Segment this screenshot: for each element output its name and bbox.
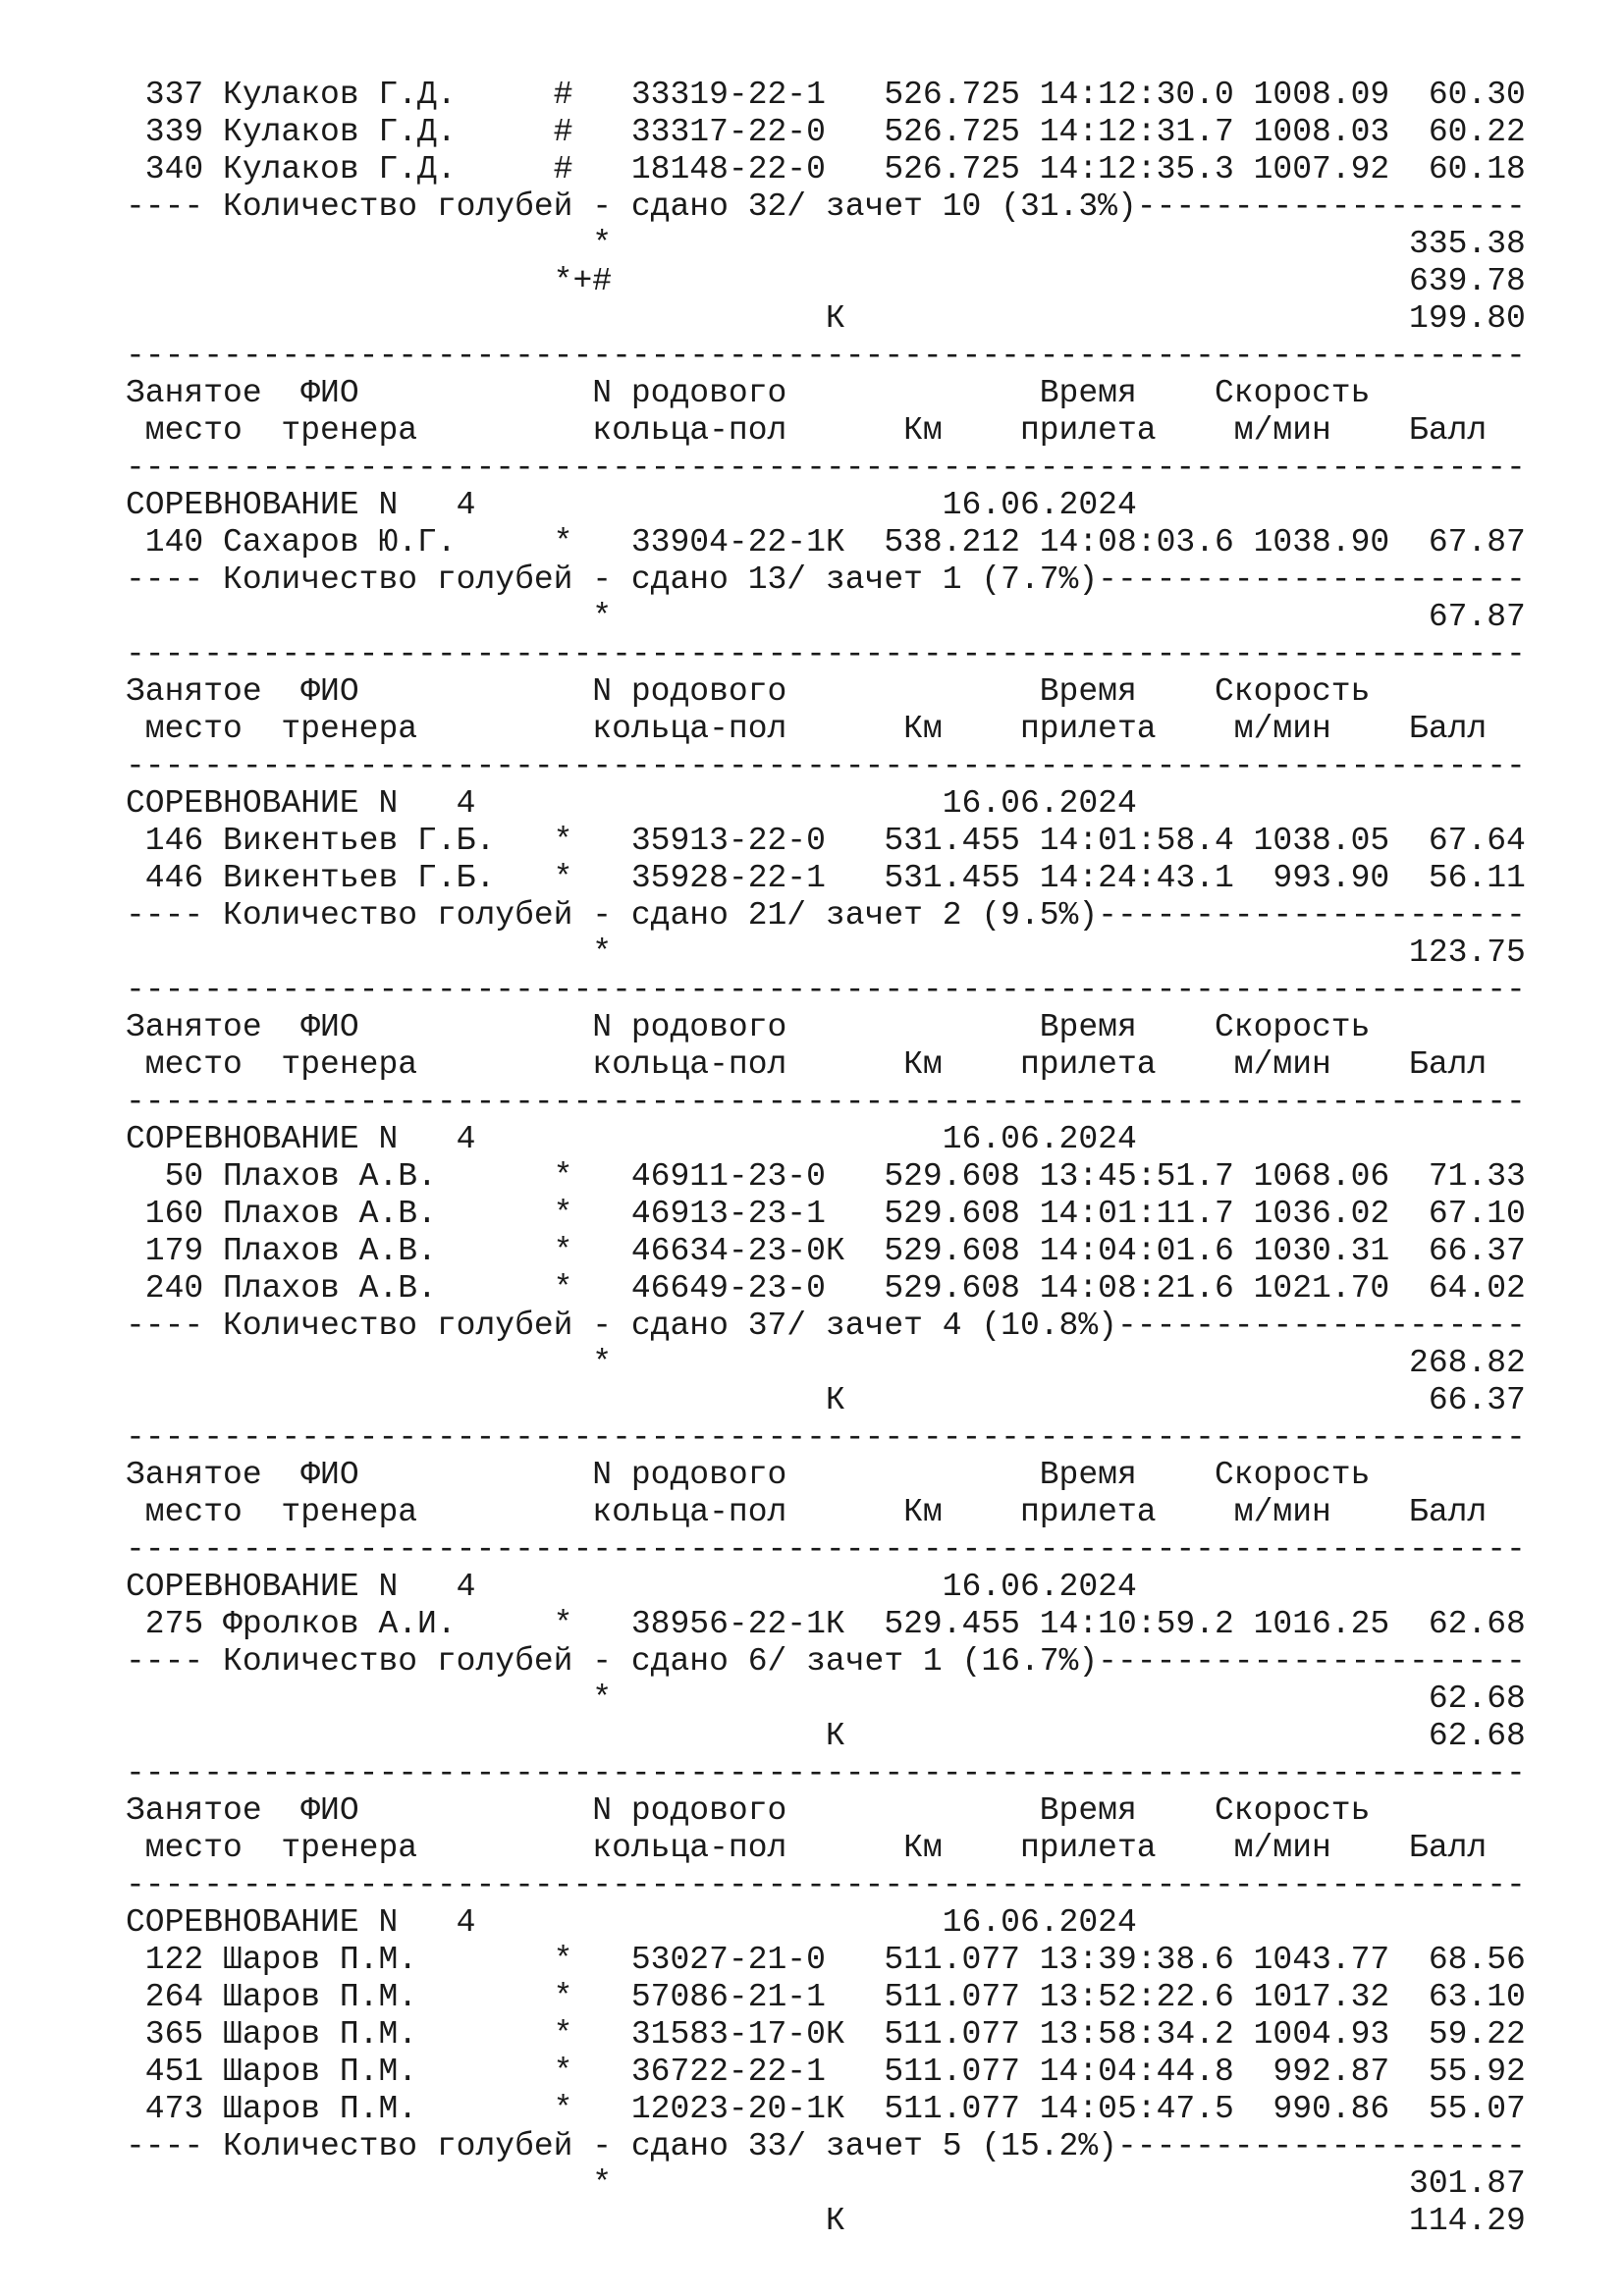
printout-line: К 62.68	[126, 1718, 1526, 1754]
printout-line: ------------------------------------------------------------------------	[126, 748, 1526, 784]
printout-line: Занятое ФИО N родового Время Скорость	[126, 1457, 1371, 1493]
printout-line: ---- Количество голубей - сдано 33/ зачет 5 (15.2%)---------------------	[126, 2128, 1526, 2164]
printout-line: ------------------------------------------------------------------------	[126, 450, 1526, 486]
printout-line: Занятое ФИО N родового Время Скорость	[126, 673, 1371, 710]
printout-line: ---- Количество голубей - сдано 32/ зачет 10 (31.3%)--------------------	[126, 188, 1526, 225]
printout-line: ------------------------------------------------------------------------	[126, 1867, 1526, 1903]
printout-line: СОРЕВНОВАНИЕ N 4 16.06.2024	[126, 785, 1137, 822]
printout-line: ---- Количество голубей - сдано 37/ зачет 4 (10.8%)---------------------	[126, 1308, 1526, 1344]
printout-line: СОРЕВНОВАНИЕ N 4 16.06.2024	[126, 1569, 1137, 1605]
printout-line: * 268.82	[126, 1345, 1526, 1381]
printout-line: место тренера кольца-пол Км прилета м/мин Балл	[126, 412, 1488, 449]
printout-line: 446 Викентьев Г.Б. * 35928-22-1 531.455 14:24:43.1 993.90 56.11	[126, 860, 1526, 896]
printout-line: 451 Шаров П.М. * 36722-22-1 511.077 14:04:44.8 992.87 55.92	[126, 2054, 1526, 2090]
printout-line: * 335.38	[126, 226, 1526, 262]
printout-line: 339 Кулаков Г.Д. # 33317-22-0 526.725 14:12:31.7 1008.03 60.22	[126, 114, 1526, 150]
printout-line: *+# 639.78	[126, 263, 1526, 299]
printout-line: 337 Кулаков Г.Д. # 33319-22-1 526.725 14:12:30.0 1008.09 60.30	[126, 77, 1526, 113]
printout-line: ------------------------------------------------------------------------	[126, 636, 1526, 672]
printout-line: место тренера кольца-пол Км прилета м/мин Балл	[126, 711, 1488, 747]
printout-line: * 301.87	[126, 2165, 1526, 2202]
printout-line: 146 Викентьев Г.Б. * 35913-22-0 531.455 14:01:58.4 1038.05 67.64	[126, 823, 1526, 859]
printout-line: место тренера кольца-пол Км прилета м/мин Балл	[126, 1494, 1488, 1530]
printout-line: ------------------------------------------------------------------------	[126, 972, 1526, 1008]
printout-line: ---- Количество голубей - сдано 13/ зачет 1 (7.7%)----------------------	[126, 561, 1526, 598]
printout-line: К 114.29	[126, 2203, 1526, 2239]
printout-line: место тренера кольца-пол Км прилета м/мин Балл	[126, 1830, 1488, 1866]
printout-line: ---- Количество голубей - сдано 6/ зачет 1 (16.7%)----------------------	[126, 1643, 1526, 1680]
printout-line: * 67.87	[126, 599, 1526, 635]
printout-line: К 199.80	[126, 300, 1526, 337]
printout-line: ---- Количество голубей - сдано 21/ зачет 2 (9.5%)----------------------	[126, 897, 1526, 934]
printout-line: СОРЕВНОВАНИЕ N 4 16.06.2024	[126, 487, 1137, 523]
printout-line: 365 Шаров П.М. * 31583-17-0К 511.077 13:58:34.2 1004.93 59.22	[126, 2016, 1526, 2053]
printout-line: ------------------------------------------------------------------------	[126, 1084, 1526, 1120]
printout-line: Занятое ФИО N родового Время Скорость	[126, 1792, 1371, 1829]
printout-line: ------------------------------------------------------------------------	[126, 338, 1526, 374]
printout-line: место тренера кольца-пол Км прилета м/мин Балл	[126, 1046, 1488, 1083]
printout-line: 122 Шаров П.М. * 53027-21-0 511.077 13:39:38.6 1043.77 68.56	[126, 1942, 1526, 1978]
printout-line: СОРЕВНОВАНИЕ N 4 16.06.2024	[126, 1904, 1137, 1941]
printout-line: 160 Плахов А.В. * 46913-23-1 529.608 14:01:11.7 1036.02 67.10	[126, 1196, 1526, 1232]
printout-line: 275 Фролков А.И. * 38956-22-1К 529.455 14:10:59.2 1016.25 62.68	[126, 1606, 1526, 1642]
printout-line: СОРЕВНОВАНИЕ N 4 16.06.2024	[126, 1121, 1137, 1157]
printout-line: Занятое ФИО N родового Время Скорость	[126, 1009, 1371, 1045]
printout-line: К 66.37	[126, 1382, 1526, 1418]
printout-line: 140 Сахаров Ю.Г. * 33904-22-1К 538.212 14:08:03.6 1038.90 67.87	[126, 524, 1526, 561]
results-printout	[126, 77, 1579, 2240]
printout-line: ------------------------------------------------------------------------	[126, 1755, 1526, 1791]
printout-line: 264 Шаров П.М. * 57086-21-1 511.077 13:52:22.6 1017.32 63.10	[126, 1979, 1526, 2015]
printout-line: * 62.68	[126, 1681, 1526, 1717]
printout-line: 179 Плахов А.В. * 46634-23-0К 529.608 14:04:01.6 1030.31 66.37	[126, 1233, 1526, 1269]
printout-line: ------------------------------------------------------------------------	[126, 1531, 1526, 1568]
printout-line: * 123.75	[126, 934, 1526, 971]
printout-line: 473 Шаров П.М. * 12023-20-1К 511.077 14:05:47.5 990.86 55.07	[126, 2091, 1526, 2127]
printout-line: 50 Плахов А.В. * 46911-23-0 529.608 13:45:51.7 1068.06 71.33	[126, 1158, 1526, 1195]
printout-line: Занятое ФИО N родового Время Скорость	[126, 375, 1371, 411]
printout-line: ------------------------------------------------------------------------	[126, 1419, 1526, 1456]
printout-line: 340 Кулаков Г.Д. # 18148-22-0 526.725 14:12:35.3 1007.92 60.18	[126, 151, 1526, 187]
printout-line: 240 Плахов А.В. * 46649-23-0 529.608 14:08:21.6 1021.70 64.02	[126, 1270, 1526, 1307]
